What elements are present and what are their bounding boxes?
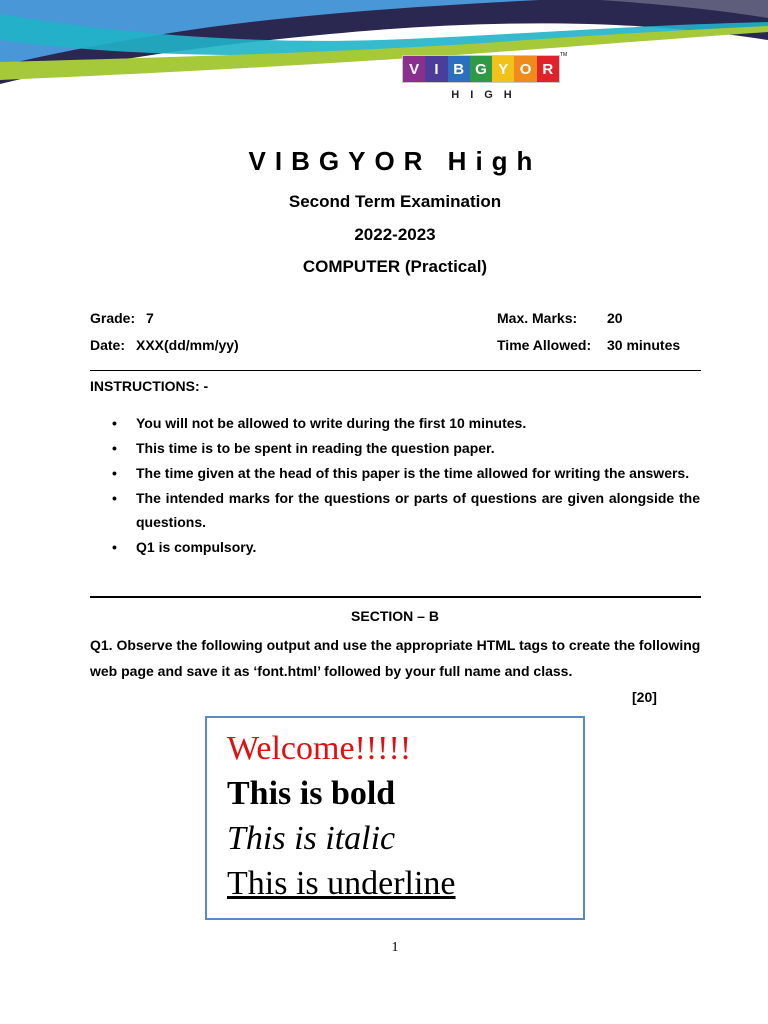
page-number: 1 xyxy=(391,940,399,955)
exam-title: Second Term Examination xyxy=(288,192,502,211)
bullet-icon: • xyxy=(112,440,117,456)
logo-letter-boxes xyxy=(402,55,560,83)
time-allowed-value: 30 minutes xyxy=(607,337,681,353)
max-marks-label: Max. Marks: xyxy=(497,310,578,326)
vibgyor-logo xyxy=(402,55,562,103)
header-banner xyxy=(0,0,768,100)
bullet-icon: • xyxy=(112,490,117,506)
logo-letter: G xyxy=(470,56,492,82)
academic-year: 2022-2023 xyxy=(354,225,436,244)
bullet-icon: • xyxy=(112,465,117,481)
instructions-list xyxy=(90,412,700,561)
instruction-text: The intended marks for the questions or parts of questions are given alongside the questions. xyxy=(136,490,700,530)
trademark-mark: TM xyxy=(560,52,568,58)
subject-title: COMPUTER (Practical) xyxy=(302,257,488,276)
question-marks: [20] xyxy=(632,689,657,705)
logo-letter: I xyxy=(425,56,447,82)
sample-output-box xyxy=(205,716,585,920)
instruction-text: The time given at the head of this paper is the time allowed for writing the answers. xyxy=(136,465,690,481)
list-item xyxy=(90,487,700,534)
bullet-icon: • xyxy=(112,415,117,431)
logo-letter: V xyxy=(403,56,425,82)
section-heading: SECTION – B xyxy=(351,608,439,624)
bullet-icon: • xyxy=(112,538,117,555)
grade-value: 7 xyxy=(146,310,154,326)
grade-label: Grade: xyxy=(90,310,136,326)
logo-letter: Y xyxy=(492,56,514,82)
question-text: Q1. Observe the following output and use the appropriate HTML tags to create the following web page and save it as ‘font.html’ followed by your full name and class. xyxy=(90,637,701,679)
time-allowed-label: Time Allowed: xyxy=(497,337,592,353)
instruction-text: This time is to be spent in reading the question paper. xyxy=(136,440,495,456)
list-item xyxy=(90,462,700,486)
school-title: VIBGYOR High xyxy=(248,146,542,176)
bold-text: This is bold xyxy=(227,775,396,812)
welcome-text: Welcome!!!!! xyxy=(227,730,412,767)
italic-text: This is italic xyxy=(227,820,396,857)
logo-letter: O xyxy=(514,56,536,82)
underline-text: This is underline xyxy=(227,865,456,902)
list-item xyxy=(90,412,700,436)
instructions-heading: INSTRUCTIONS: - xyxy=(90,378,209,394)
max-marks-value: 20 xyxy=(607,310,623,326)
instruction-text: Q1 is compulsory. xyxy=(136,538,257,555)
section-divider xyxy=(90,596,701,598)
date-value: XXX(dd/mm/yy) xyxy=(136,337,239,353)
date-label: Date: xyxy=(90,337,126,353)
list-item xyxy=(90,536,700,560)
logo-letter: R xyxy=(537,56,559,82)
logo-subtext: HIGH xyxy=(451,89,523,101)
list-item xyxy=(90,437,700,461)
logo-letter: B xyxy=(448,56,470,82)
divider xyxy=(90,370,701,371)
instruction-text: You will not be allowed to write during the first 10 minutes. xyxy=(136,415,527,431)
